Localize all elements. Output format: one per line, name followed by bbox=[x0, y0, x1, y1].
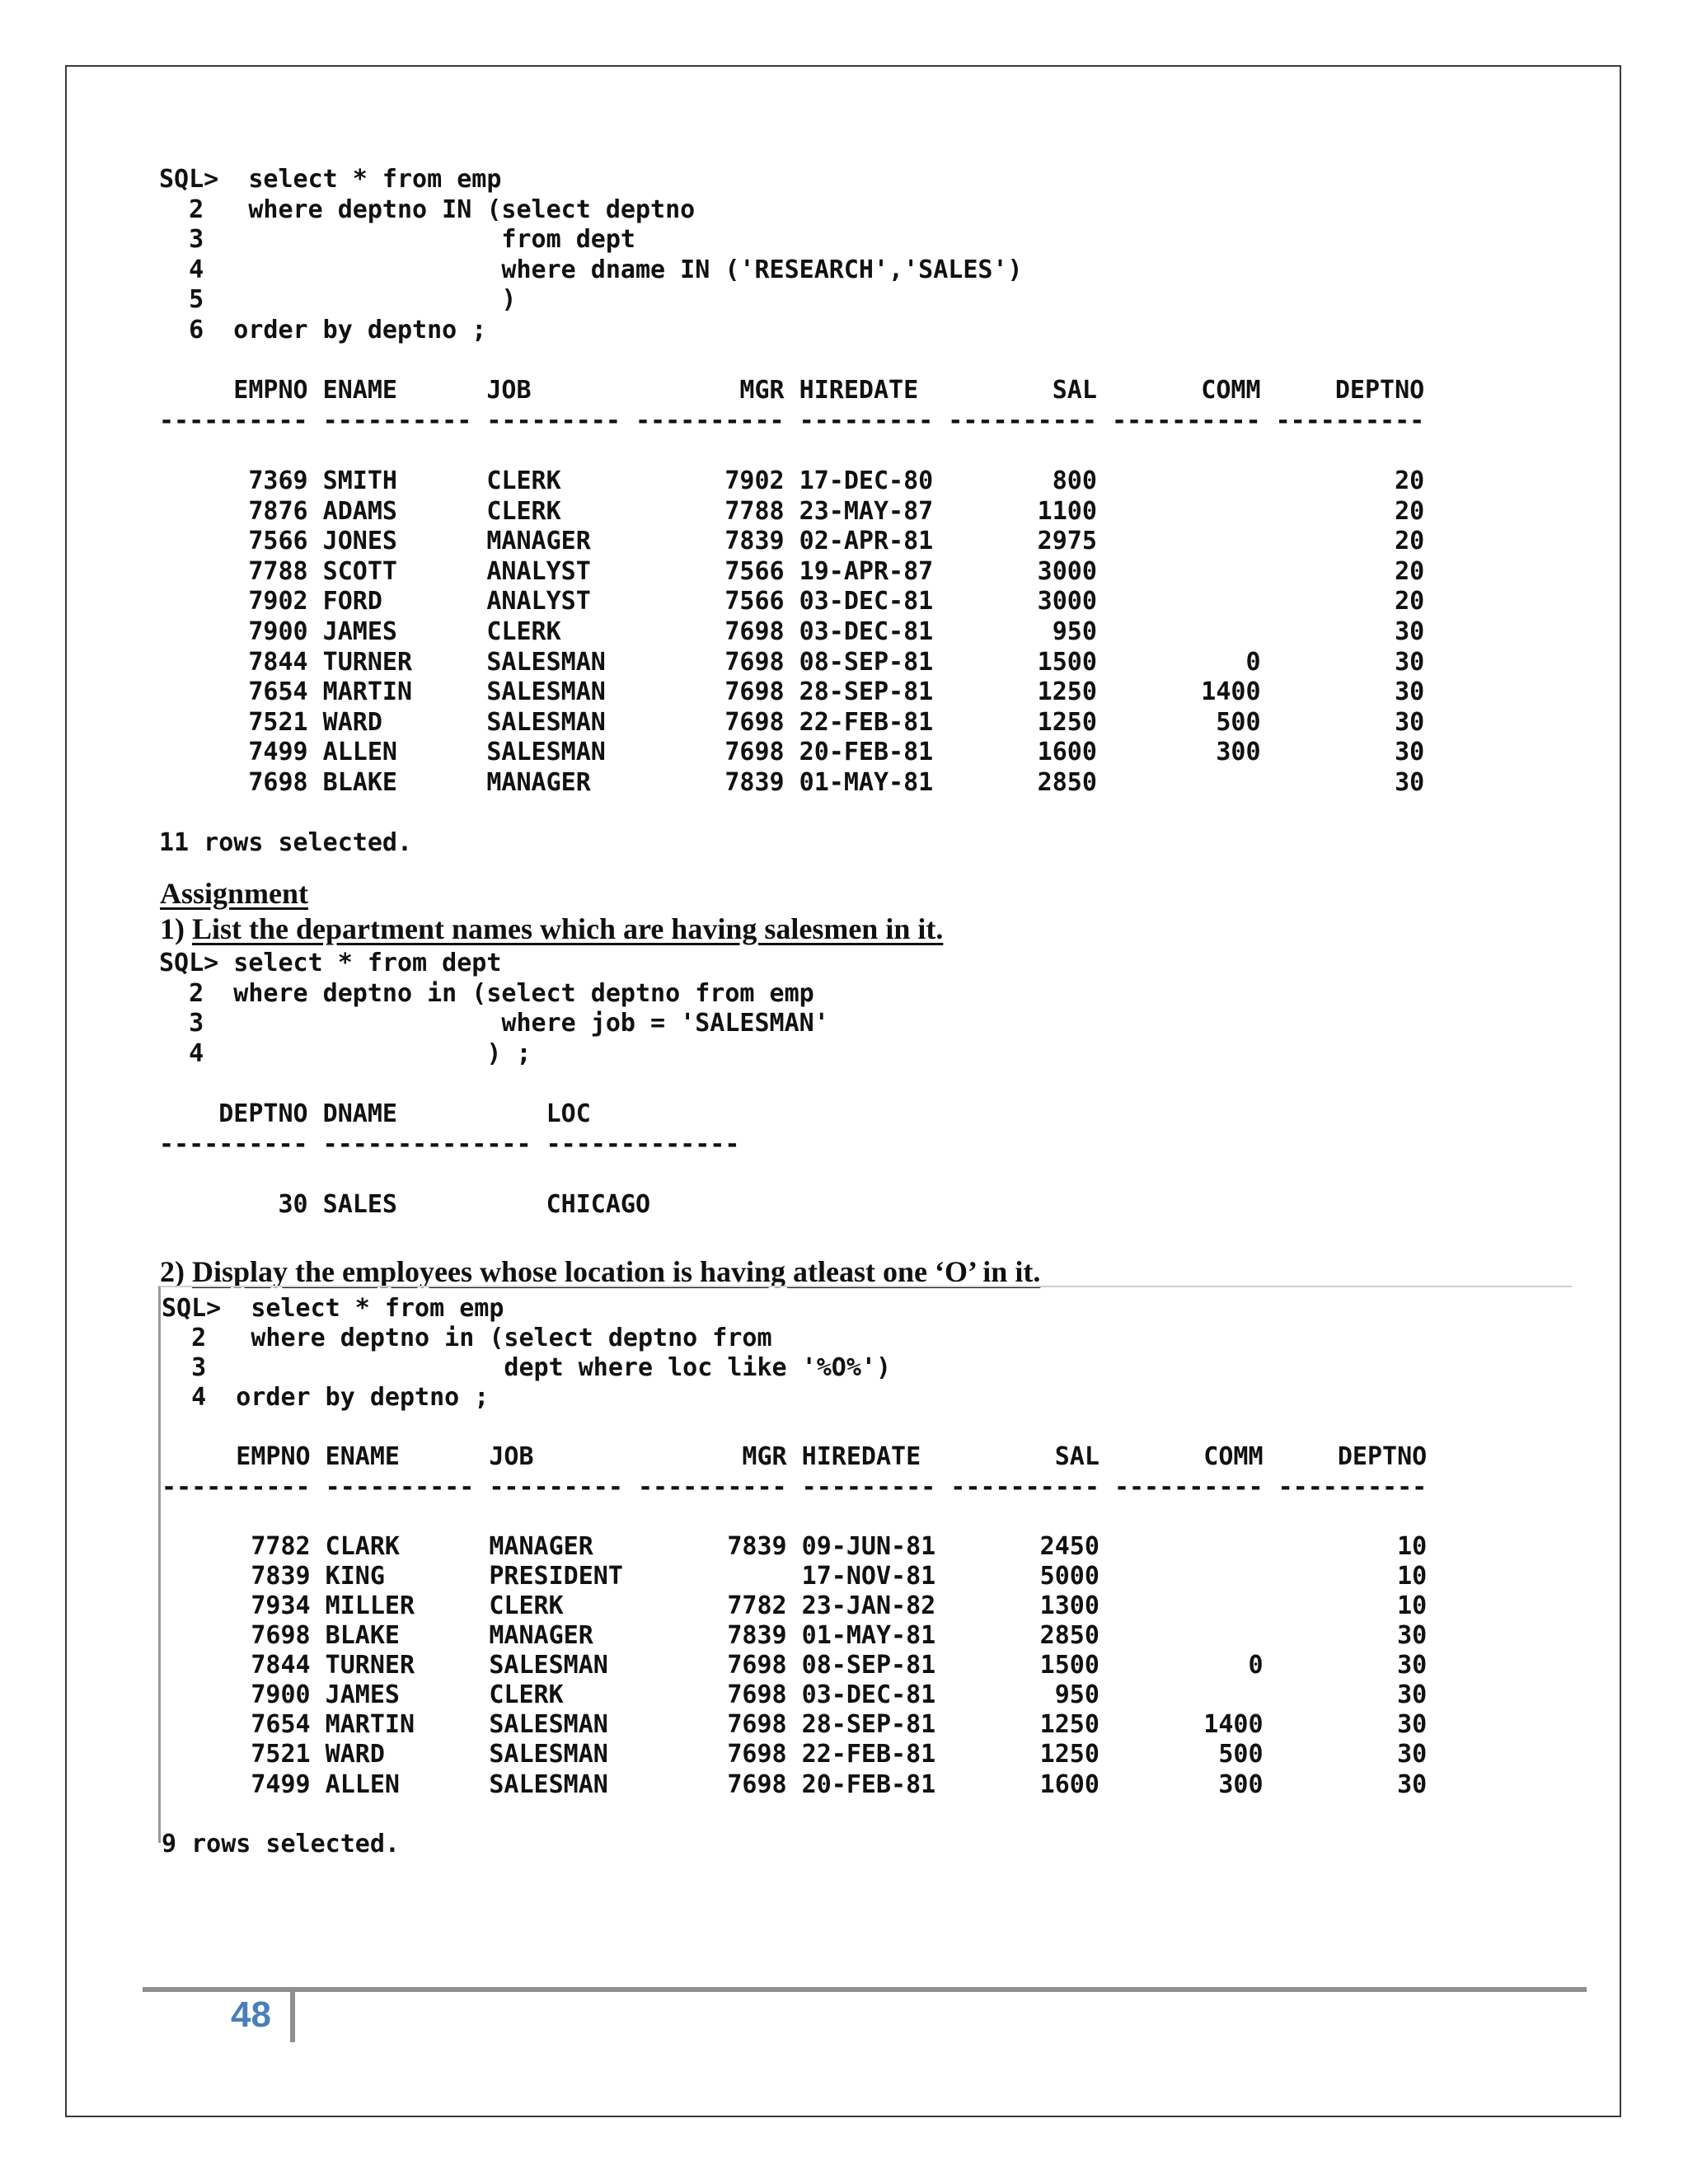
result-row: 7900 JAMES CLERK 7698 03-DEC-81 950 30 bbox=[162, 1680, 1428, 1710]
rows-selected-footer: 9 rows selected. bbox=[162, 1829, 400, 1858]
result-row: 7499 ALLEN SALESMAN 7698 20-FEB-81 1600 300 30 bbox=[162, 1769, 1428, 1799]
result-separator: ---------- ---------- --------- ---------- --------- ---------- ---------- ---------- bbox=[162, 1472, 1428, 1502]
result-row: 7876 ADAMS CLERK 7788 23-MAY-87 1100 20 bbox=[159, 496, 1425, 526]
result-row: 7698 BLAKE MANAGER 7839 01-MAY-81 2850 30 bbox=[162, 1621, 1428, 1651]
result-row: 7900 JAMES CLERK 7698 03-DEC-81 950 30 bbox=[159, 616, 1425, 646]
result-row: 7566 JONES MANAGER 7839 02-APR-81 2975 20 bbox=[159, 527, 1425, 556]
sql-code-line: 2 where deptno in (select deptno from emp bbox=[159, 978, 814, 1008]
result-row: 30 SALES CHICAGO bbox=[159, 1189, 740, 1219]
result-row: 7788 SCOTT ANALYST 7566 19-APR-87 3000 20 bbox=[159, 556, 1425, 586]
result-row: 7499 ALLEN SALESMAN 7698 20-FEB-81 1600 300 30 bbox=[159, 738, 1425, 767]
question2-console-output bbox=[162, 1294, 1563, 1859]
result-row: 7698 BLAKE MANAGER 7839 01-MAY-81 2850 30 bbox=[159, 767, 1425, 797]
page-number: 48 bbox=[231, 1994, 271, 2035]
assignment-heading: Assignment bbox=[160, 877, 309, 910]
sql-code-line: 2 where deptno in (select deptno from bbox=[162, 1324, 772, 1353]
question1-console-output bbox=[159, 949, 1560, 1220]
sql-code-line: 3 from dept bbox=[159, 225, 635, 255]
question1-heading: 1) List the department names which are having salesmen in it. bbox=[160, 912, 944, 945]
result-separator: ---------- ---------- --------- ---------- --------- ---------- ---------- ---------- bbox=[159, 405, 1425, 435]
result-row: 7782 CLARK MANAGER 7839 09-JUN-81 2450 10 bbox=[162, 1531, 1428, 1561]
sql-code-line: 6 order by deptno ; bbox=[159, 315, 487, 344]
rows-selected-footer: 11 rows selected. bbox=[159, 828, 413, 858]
result-row: 7844 TURNER SALESMAN 7698 08-SEP-81 1500 0 30 bbox=[159, 647, 1425, 677]
sql-code-line: 4 ) ; bbox=[159, 1038, 532, 1068]
sql-code-line: 3 dept where loc like '%O%') bbox=[162, 1353, 892, 1383]
footer-rule bbox=[143, 1987, 1587, 1992]
result-row: 7654 MARTIN SALESMAN 7698 28-SEP-81 1250 1400 30 bbox=[162, 1710, 1428, 1740]
sql-code-line: SQL> select * from dept bbox=[159, 949, 502, 977]
result-header-row: DEPTNO DNAME LOC bbox=[159, 1099, 740, 1128]
sql-code-line: 5 ) bbox=[159, 285, 517, 315]
sql-code-line: SQL> select * from emp bbox=[159, 165, 502, 194]
sql-code-line: SQL> select * from emp bbox=[162, 1294, 504, 1323]
result-row: 7934 MILLER CLERK 7782 23-JAN-82 1300 10 bbox=[162, 1591, 1428, 1620]
result-row: 7839 KING PRESIDENT 17-NOV-81 5000 10 bbox=[162, 1561, 1428, 1591]
result-header-row: EMPNO ENAME JOB MGR HIREDATE SAL COMM DEPTNO bbox=[159, 376, 1425, 405]
result-header-row: EMPNO ENAME JOB MGR HIREDATE SAL COMM DEPTNO bbox=[162, 1442, 1428, 1472]
sql-code-line: 4 order by deptno ; bbox=[162, 1383, 490, 1413]
query1-console-output bbox=[159, 165, 1560, 859]
result-row: 7521 WARD SALESMAN 7698 22-FEB-81 1250 500 30 bbox=[162, 1740, 1428, 1769]
sql-code-line: 3 where job = 'SALESMAN' bbox=[159, 1009, 829, 1038]
question2-heading: 2) Display the employees whose location is having atleast one ‘O’ in it. bbox=[160, 1255, 1041, 1288]
sql-code-line: 4 where dname IN ('RESEARCH','SALES') bbox=[159, 255, 1023, 284]
sql-code-line: 2 where deptno IN (select deptno bbox=[159, 194, 696, 224]
result-row: 7369 SMITH CLERK 7902 17-DEC-80 800 20 bbox=[159, 466, 1425, 495]
result-row: 7521 WARD SALESMAN 7698 22-FEB-81 1250 500 30 bbox=[159, 707, 1425, 737]
result-row: 7844 TURNER SALESMAN 7698 08-SEP-81 1500 0 30 bbox=[162, 1651, 1428, 1680]
result-row: 7902 FORD ANALYST 7566 03-DEC-81 3000 20 bbox=[159, 587, 1425, 616]
result-separator: ---------- -------------- ------------- bbox=[159, 1129, 740, 1159]
result-row: 7654 MARTIN SALESMAN 7698 28-SEP-81 1250 1400 30 bbox=[159, 677, 1425, 707]
page-number-bar bbox=[290, 1989, 295, 2042]
